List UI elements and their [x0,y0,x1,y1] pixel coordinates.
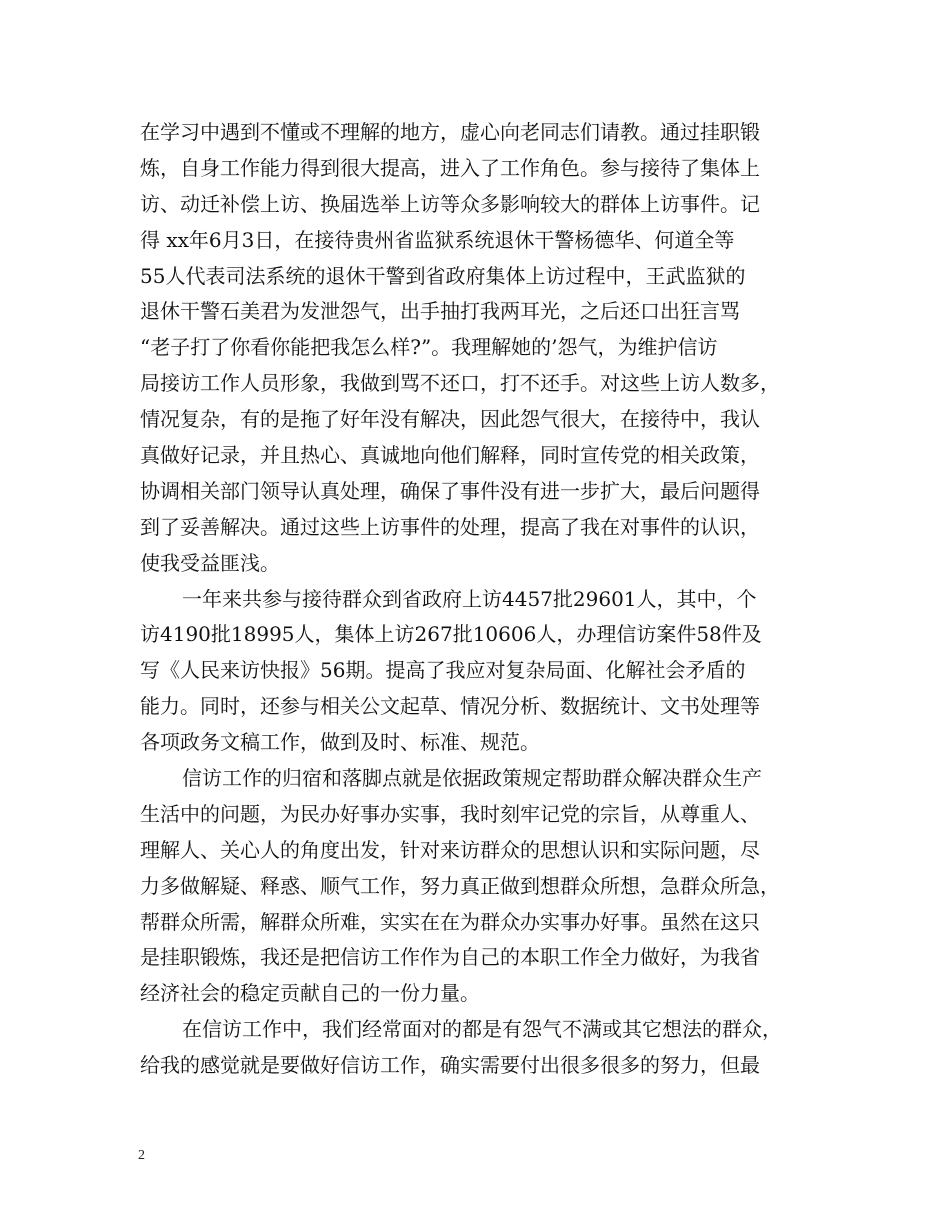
text-line: 帮群众所需，解群众所难，实实在在为群众办实事办好事。虽然在这只 [140,909,760,934]
text-line: 经济社会的稳定贡献自己的一份力量。 [140,981,480,1006]
paragraph-2 [140,582,820,761]
text-line: 是挂职锻炼，我还是把信访工作作为自己的本职工作全力做好，为我省 [140,945,760,970]
text-line: 信访工作的归宿和落脚点就是依据政策规定帮助群众解决群众生产 [182,766,762,791]
text-line: 真做好记录，并且热心、真诚地向他们解释，同时宣传党的相关政策， [140,443,760,468]
text-line: 在学习中遇到不懂或不理解的地方，虚心向老同志们请教。通过挂职锻 [140,120,760,144]
text-line: 访、动迁补偿上访、换届选举上访等众多影响较大的群体上访事件。记 [140,191,760,216]
paragraph-4 [140,1012,820,1084]
text-line: 能力。同时，还参与相关公文起草、情况分析、数据统计、文书处理等 [140,694,760,719]
text-line: 写《人民来访快报》56期。提高了我应对复杂局面、化解社会矛盾的 [140,658,746,683]
text-line: 访4190批18995人，集体上访267批10606人，办理信访案件58件及 [140,622,762,647]
text-line: 生活中的问题，为民办好事办实事，我时刻牢记党的宗旨，从尊重人、 [140,801,760,826]
page-number: 2 [138,1148,145,1163]
text-line: 各项政务文稿工作，做到及时、标准、规范。 [140,730,540,755]
text-line: 使我受益匪浅。 [140,550,280,575]
text-line: 协调相关部门领导认真处理，确保了事件没有进一步扩大，最后问题得 [140,478,760,503]
text-line: 55人代表司法系统的退休干警到省政府集体上访过程中，王武监狱的 [140,263,746,288]
text-line: 到了妥善解决。通过这些上访事件的处理，提高了我在对事件的认识， [140,514,760,539]
text-line: 情况复杂，有的是拖了好年没有解决，因此怨气很大，在接待中，我认 [140,407,760,432]
text-line: 退休干警石美君为发泄怨气，出手抽打我两耳光，之后还口出狂言骂 [140,299,740,324]
text-line: 理解人、关心人的角度出发，针对来访群众的思想认识和实际问题，尽 [140,837,760,862]
text-line: 给我的感觉就是要做好信访工作，确实需要付出很多很多的努力，但最 [140,1053,760,1078]
text-line: 一年来共参与接待群众到省政府上访4457批29601人，其中，个 [182,586,757,611]
text-line: 局接访工作人员形象，我做到骂不还口，打不还手。对这些上访人数多， [140,371,780,396]
document-body [140,115,820,1084]
text-line: “老子打了你看你能把我怎么样?”。我理解她的’怨气，为维护信访 [140,335,718,360]
text-line: 力多做解疑、释惑、顺气工作，努力真正做到想群众所想，急群众所急， [140,873,780,898]
text-line: 得 xx年6月3日，在接待贵州省监狱系统退休干警杨德华、何道全等 [140,227,735,252]
paragraph-1 [140,115,820,582]
text-line: 炼，自身工作能力得到很大提高，进入了工作角色。参与接待了集体上 [140,155,760,180]
text-line: 在信访工作中，我们经常面对的都是有怨气不满或其它想法的群众， [182,1017,782,1042]
paragraph-3 [140,761,820,1012]
